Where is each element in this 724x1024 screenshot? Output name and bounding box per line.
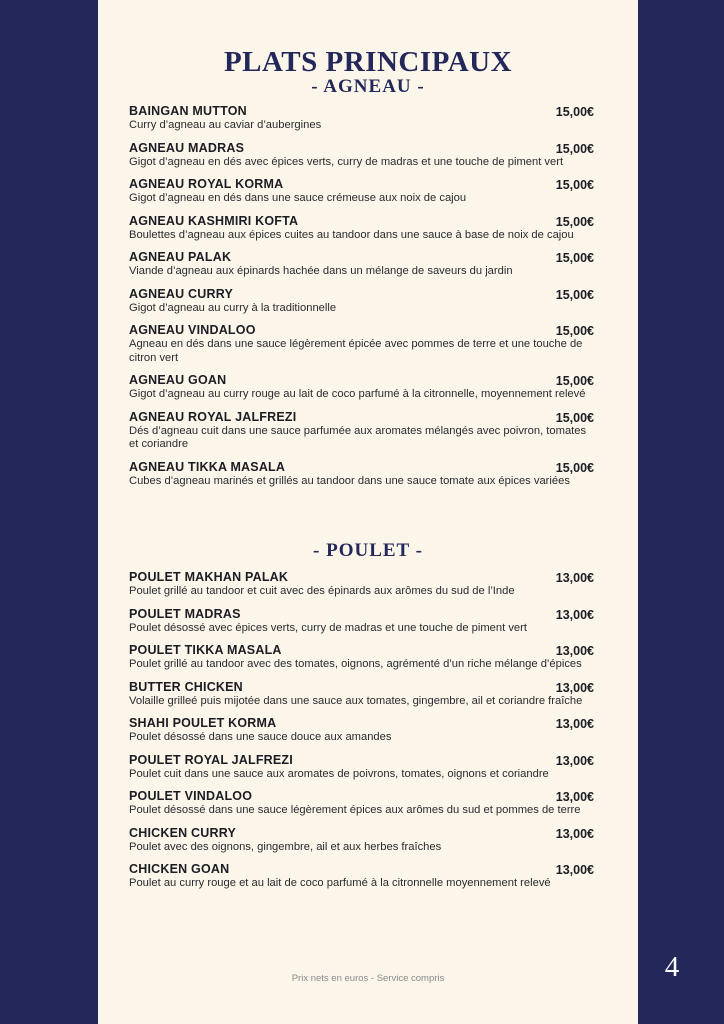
dish-description: Poulet avec des oignons, gingembre, ail et aux herbes fraîches bbox=[129, 840, 442, 853]
menu-item bbox=[129, 607, 594, 636]
dish-name: CHICKEN GOAN bbox=[129, 862, 230, 876]
dish-description: Dés d’agneau cuit dans une sauce parfumée aux aromates mélangés avec poivron, tomates et coriandre bbox=[129, 424, 587, 450]
menu-list-agneau bbox=[129, 104, 594, 488]
menu-item bbox=[129, 826, 594, 855]
section-title-poulet: - POULET - bbox=[313, 540, 423, 561]
dish-name: AGNEAU GOAN bbox=[129, 373, 227, 387]
page-title: PLATS PRINCIPAUX bbox=[223, 46, 513, 78]
menu-item bbox=[129, 214, 594, 243]
dish-description: Poulet grillé au tandoor avec des tomates, oignons, agrémenté d’un riche mélange d’épices bbox=[129, 658, 582, 670]
section-title-agneau: - AGNEAU - bbox=[311, 76, 425, 97]
menu-item bbox=[129, 250, 594, 279]
dish-name: POULET VINDALOO bbox=[129, 789, 253, 803]
dish-name: AGNEAU MADRAS bbox=[129, 140, 245, 155]
menu-page bbox=[98, 0, 638, 1024]
dish-name: AGNEAU KASHMIRI KOFTA bbox=[129, 213, 299, 228]
dish-price: 13,00€ bbox=[555, 571, 594, 585]
dish-price: 15,00€ bbox=[555, 214, 594, 229]
dish-name: SHAHI POULET KORMA bbox=[129, 716, 277, 730]
dish-price: 13,00€ bbox=[555, 753, 594, 768]
dish-description: Boulettes d’agneau aux épices cuites au tandoor dans une sauce à base de noix de cajou bbox=[129, 228, 574, 241]
dish-description: Volaille grilleé puis mijotée dans une sauce aux tomates, gingembre, ail et coriandre fraîche bbox=[129, 694, 583, 707]
dish-name: POULET ROYAL JALFREZI bbox=[129, 752, 293, 767]
price-footer-note: Prix nets en euros - Service compris bbox=[291, 973, 445, 984]
menu-item bbox=[129, 323, 594, 365]
dish-price: 15,00€ bbox=[555, 251, 594, 265]
dish-name: POULET TIKKA MASALA bbox=[129, 643, 282, 657]
menu-item bbox=[129, 753, 594, 782]
menu-item bbox=[129, 570, 594, 599]
dish-description: Poulet désossé dans une sauce légèrement épices aux arômes du sud et pommes de terre bbox=[129, 804, 581, 816]
dish-price: 15,00€ bbox=[555, 374, 594, 388]
dish-name: CHICKEN CURRY bbox=[129, 825, 237, 840]
dish-price: 13,00€ bbox=[555, 607, 594, 622]
menu-item bbox=[129, 643, 594, 672]
dish-description: Viande d’agneau aux épinards hachée dans un mélange de saveurs du jardin bbox=[129, 265, 513, 277]
dish-description: Poulet grillé au tandoor et cuit avec des épinards aux arômes du sud de l’Inde bbox=[129, 585, 515, 597]
dish-price: 15,00€ bbox=[555, 141, 594, 156]
dish-name: AGNEAU CURRY bbox=[129, 286, 234, 301]
page-number: 4 bbox=[664, 951, 680, 983]
dish-name: AGNEAU ROYAL JALFREZI bbox=[129, 409, 297, 424]
dish-description: Poulet désossé avec épices verts, curry de madras et une touche de piment vert bbox=[129, 621, 527, 634]
dish-name: AGNEAU VINDALOO bbox=[129, 323, 256, 337]
menu-item bbox=[129, 410, 594, 452]
dish-name: POULET MAKHAN PALAK bbox=[129, 570, 289, 584]
dish-price: 13,00€ bbox=[555, 863, 594, 877]
dish-price: 15,00€ bbox=[555, 105, 594, 119]
dish-price: 15,00€ bbox=[555, 460, 594, 475]
menu-item bbox=[129, 716, 594, 745]
dish-description: Cubes d’agneau marinés et grillés au tandoor dans une sauce tomate aux épices variées bbox=[129, 474, 570, 487]
dish-price: 15,00€ bbox=[555, 410, 594, 425]
dish-description: Poulet au curry rouge et au lait de coco parfumé à la citronnelle moyennement relevé bbox=[129, 877, 551, 889]
dish-price: 15,00€ bbox=[555, 287, 594, 302]
dish-name: AGNEAU PALAK bbox=[129, 250, 232, 264]
menu-item bbox=[129, 862, 594, 891]
menu-item bbox=[129, 460, 594, 489]
menu-item bbox=[129, 287, 594, 316]
dish-name: AGNEAU ROYAL KORMA bbox=[129, 177, 284, 191]
dish-name: BUTTER CHICKEN bbox=[129, 679, 243, 694]
dish-description: Curry d’agneau au caviar d’aubergines bbox=[129, 119, 322, 131]
dish-description: Gigot d’agneau au curry à la traditionnelle bbox=[129, 301, 337, 314]
dish-price: 13,00€ bbox=[555, 644, 594, 658]
menu-item bbox=[129, 789, 594, 818]
menu-item bbox=[129, 104, 594, 133]
dish-name: POULET MADRAS bbox=[129, 606, 241, 621]
menu-item bbox=[129, 680, 594, 709]
dish-name: AGNEAU TIKKA MASALA bbox=[129, 459, 286, 474]
menu-item bbox=[129, 373, 594, 402]
dish-description: Poulet désossé dans une sauce douce aux amandes bbox=[129, 731, 392, 743]
dish-description: Gigot d’agneau en dés avec épices verts, curry de madras et une touche de piment vert bbox=[129, 155, 564, 168]
dish-price: 13,00€ bbox=[555, 717, 594, 731]
dish-description: Poulet cuit dans une sauce aux aromates de poivrons, tomates, oignons et coriandre bbox=[129, 767, 549, 780]
dish-price: 13,00€ bbox=[555, 826, 594, 841]
menu-item bbox=[129, 141, 594, 170]
dish-price: 13,00€ bbox=[555, 680, 594, 695]
dish-name: BAINGAN MUTTON bbox=[129, 104, 247, 118]
dish-price: 15,00€ bbox=[555, 324, 594, 338]
dish-description: Gigot d’agneau en dés dans une sauce crémeuse aux noix de cajou bbox=[129, 192, 467, 204]
dish-description: Gigot d’agneau au curry rouge au lait de coco parfumé à la citronnelle, moyennement relevé bbox=[129, 388, 586, 400]
menu-item bbox=[129, 177, 594, 206]
dish-price: 13,00€ bbox=[555, 790, 594, 804]
dish-description: Agneau en dés dans une sauce légèrement épicée avec pommes de terre et une touche de citron vert bbox=[129, 338, 583, 364]
dish-price: 15,00€ bbox=[555, 178, 594, 192]
menu-list-poulet bbox=[129, 570, 594, 891]
